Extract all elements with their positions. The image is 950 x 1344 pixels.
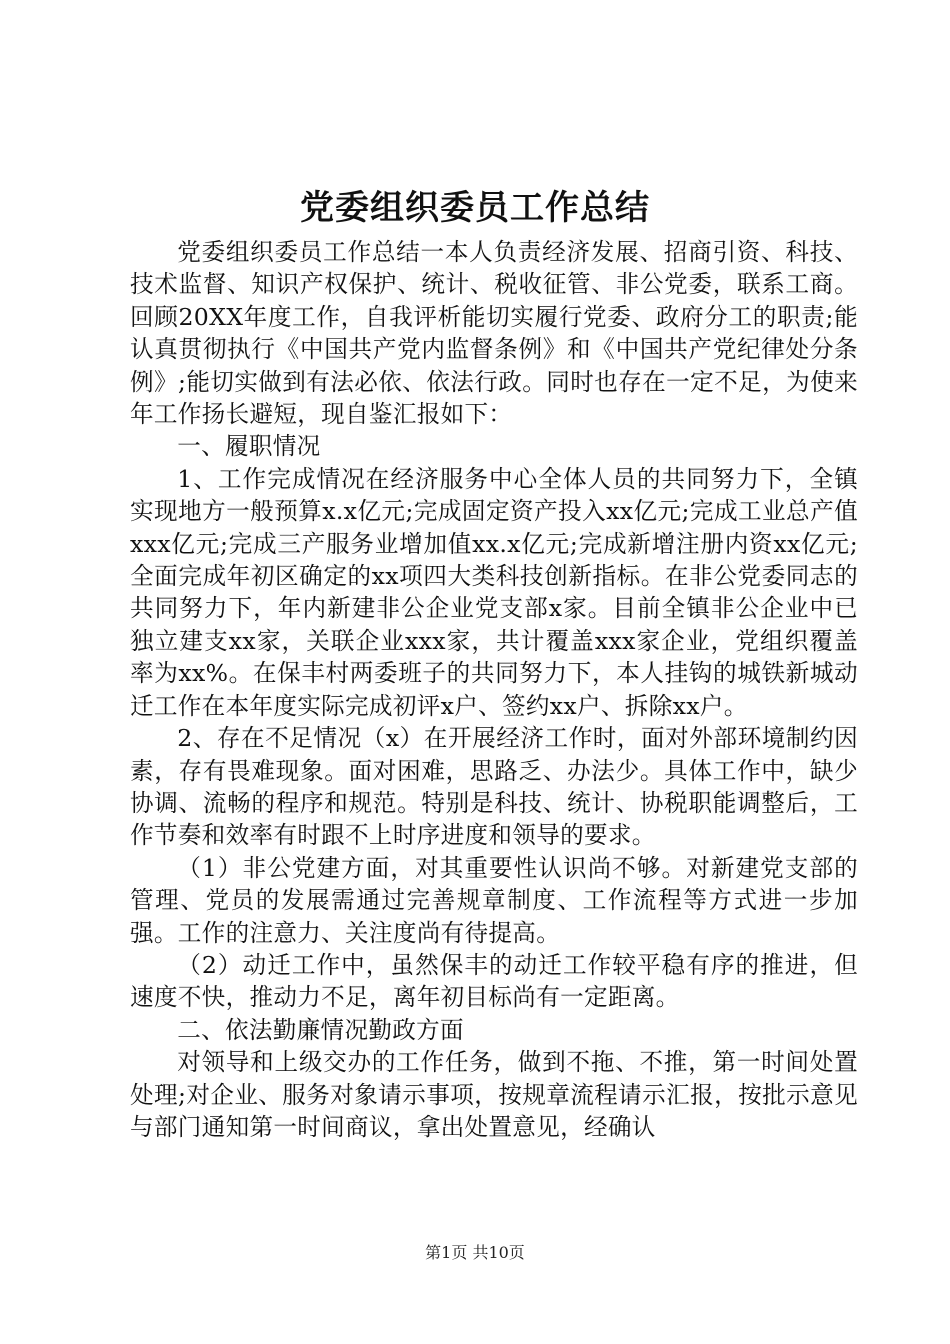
paragraph-shortcomings: 2、存在不足情况（x）在开展经济工作时，面对外部环境制约因素，存有畏难现象。面对困难，思路乏、办法少。具体工作中，缺少协调、流畅的程序和规范。特别是科技、统计、协税职能调整后，工作节奏和效率有时跟不上时序进度和领导的要求。 bbox=[130, 724, 858, 850]
document-body bbox=[130, 236, 858, 1143]
paragraph-party-building: （1）非公党建方面，对其重要性认识尚不够。对新建党支部的管理、党员的发展需通过完善规章制度、工作流程等方式进一步加强。工作的注意力、关注度尚有待提高。 bbox=[130, 853, 858, 947]
document-title: 党委组织委员工作总结 bbox=[300, 188, 650, 228]
page-number-footer: 第1页 共10页 bbox=[425, 1243, 525, 1262]
paragraph-relocation: （2）动迁工作中，虽然保丰的动迁工作较平稳有序的推进，但速度不快，推动力不足，离年初目标尚有一定距离。 bbox=[130, 950, 858, 1012]
paragraph-work-completion: 1、工作完成情况在经济服务中心全体人员的共同努力下，全镇实现地方一般预算x.x亿元;完成固定资产投入xx亿元;完成工业总产值xxx亿元;完成三产服务业增加值xx.x亿元;完成新增注册内资xx亿元;全面完成年初区确定的xx项四大类科技创新指标。在非公党委同志的共同努力下，年内新建非公企业党支部x家。目前全镇非公企业中已独立建支xx家，关联企业xxx家，共计覆盖xxx家企业，党组织覆盖率为xx%。在保丰村两委班子的共同努力下，本人挂钩的城铁新城动迁工作在本年度实际完成初评x户、签约xx户、拆除xx户。 bbox=[130, 464, 858, 720]
section-heading-integrity: 二、依法勤廉情况勤政方面 bbox=[177, 1015, 464, 1044]
paragraph-diligence: 对领导和上级交办的工作任务，做到不拖、不推，第一时间处置处理;对企业、服务对象请示事项，按规章流程请示汇报，按批示意见与部门通知第一时间商议，拿出处置意见，经确认 bbox=[130, 1048, 858, 1141]
paragraph-intro: 党委组织委员工作总结一本人负责经济发展、招商引资、科技、技术监督、知识产权保护、统计、税收征管、非公党委，联系工商。回顾20XX年度工作，自我评析能切实履行党委、政府分工的职责;能认真贯彻执行《中国共产党内监督条例》和《中国共产党纪律处分条例》;能切实做到有法必依、依法行政。同时也存在一定不足，为使来年工作扬长避短，现自鉴汇报如下： bbox=[130, 238, 858, 429]
section-heading-duties: 一、履职情况 bbox=[177, 432, 321, 461]
